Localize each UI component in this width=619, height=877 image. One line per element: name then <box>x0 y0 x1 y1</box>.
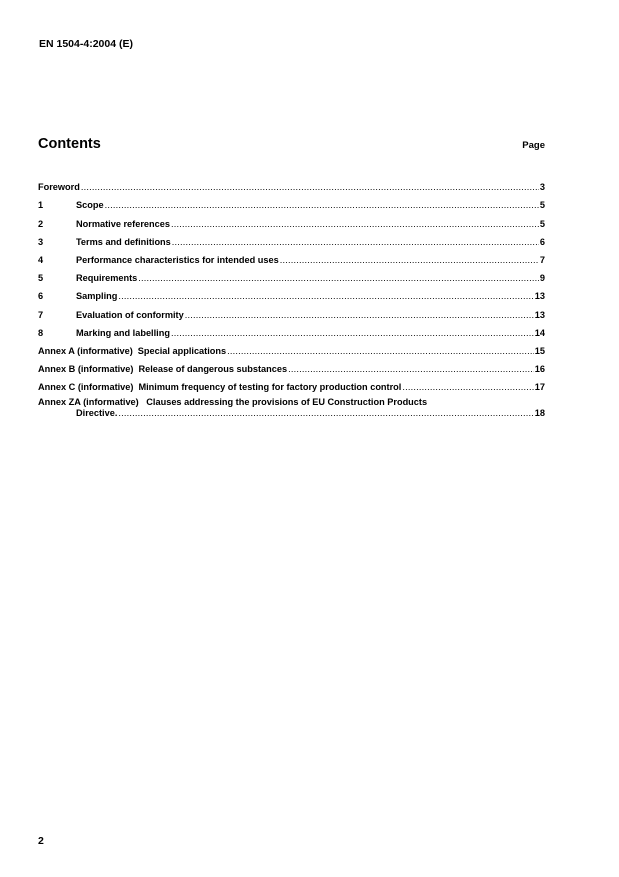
toc-entry-page: 6 <box>539 236 545 247</box>
toc-entry-number: 4 <box>38 254 44 265</box>
toc-entry-title: Requirements <box>76 273 138 284</box>
toc-entry-title: Normative references <box>76 218 170 229</box>
toc-entry-title: Sampling <box>76 291 118 302</box>
annex-title: Release of dangerous substances <box>138 364 288 375</box>
dot-leader <box>280 255 539 266</box>
toc-entry-number: 6 <box>38 291 44 302</box>
toc-entry-title: Scope <box>76 200 104 211</box>
annex-title: Clauses addressing the provisions of EU Construction Products <box>146 397 428 408</box>
toc-entry-normative-references[interactable] <box>38 211 545 229</box>
dot-leader <box>118 291 533 302</box>
toc-entry-page: 7 <box>539 254 545 265</box>
toc-entry-annex-b[interactable] <box>38 357 545 375</box>
annex-title-continuation: Directive. <box>76 408 118 419</box>
toc-entry-page: 16 <box>534 364 545 375</box>
annex-prefix: Annex B (informative) <box>38 364 134 375</box>
annex-prefix: Annex C (informative) <box>38 382 134 393</box>
toc-entry-requirements[interactable] <box>38 266 545 284</box>
toc-entry-number: 1 <box>38 200 44 211</box>
table-of-contents <box>38 175 545 421</box>
dot-leader <box>402 382 533 393</box>
page-column-heading: Page <box>522 140 545 151</box>
toc-entry-title: Foreword <box>38 182 80 193</box>
toc-entry-page: 9 <box>539 273 545 284</box>
toc-entry-scope[interactable] <box>38 193 545 211</box>
toc-entry-number: 7 <box>38 309 44 320</box>
dot-leader <box>171 219 539 230</box>
toc-entry-title: Performance characteristics for intended uses <box>76 254 279 265</box>
annex-prefix: Annex ZA (informative) <box>38 397 139 408</box>
contents-heading: Contents <box>38 136 101 152</box>
toc-entry-page: 5 <box>539 218 545 229</box>
dot-leader <box>288 364 534 375</box>
dot-leader <box>81 182 539 193</box>
page-number: 2 <box>38 835 44 847</box>
toc-entry-title: Terms and definitions <box>76 236 171 247</box>
annex-prefix: Annex A (informative) <box>38 345 133 356</box>
toc-entry-evaluation-of-conformity[interactable] <box>38 302 545 320</box>
toc-entry-annex-za[interactable] <box>38 393 545 421</box>
annex-za-second-line <box>38 408 545 419</box>
toc-entry-title: Evaluation of conformity <box>76 309 184 320</box>
dot-leader <box>171 328 534 339</box>
toc-entry-page: 5 <box>539 200 545 211</box>
toc-entry-page: 15 <box>534 345 545 356</box>
toc-entry-title: Marking and labelling <box>76 327 170 338</box>
annex-za-first-line <box>38 397 545 408</box>
annex-title: Minimum frequency of testing for factory production control <box>138 382 402 393</box>
toc-entry-page: 18 <box>534 408 545 419</box>
dot-leader <box>227 346 534 357</box>
toc-entry-number: 3 <box>38 236 44 247</box>
toc-entry-performance-characteristics[interactable] <box>38 248 545 266</box>
toc-entry-page: 3 <box>539 182 545 193</box>
annex-title: Special applications <box>137 345 227 356</box>
toc-entry-page: 14 <box>534 327 545 338</box>
toc-entry-terms-and-definitions[interactable] <box>38 230 545 248</box>
toc-entry-page: 17 <box>534 382 545 393</box>
toc-entry-annex-c[interactable] <box>38 375 545 393</box>
dot-leader <box>118 408 533 419</box>
toc-entry-sampling[interactable] <box>38 284 545 302</box>
toc-entry-foreword[interactable] <box>38 175 545 193</box>
document-id: EN 1504-4:2004 (E) <box>39 38 133 50</box>
toc-entry-number: 2 <box>38 218 44 229</box>
dot-leader <box>172 237 539 248</box>
toc-entry-number: 8 <box>38 327 44 338</box>
toc-entry-number: 5 <box>38 273 44 284</box>
dot-leader <box>138 273 539 284</box>
toc-entry-annex-a[interactable] <box>38 339 545 357</box>
toc-entry-page: 13 <box>534 291 545 302</box>
toc-entry-marking-and-labelling[interactable] <box>38 321 545 339</box>
toc-entry-page: 13 <box>534 309 545 320</box>
dot-leader <box>185 310 534 321</box>
dot-leader <box>105 200 539 211</box>
